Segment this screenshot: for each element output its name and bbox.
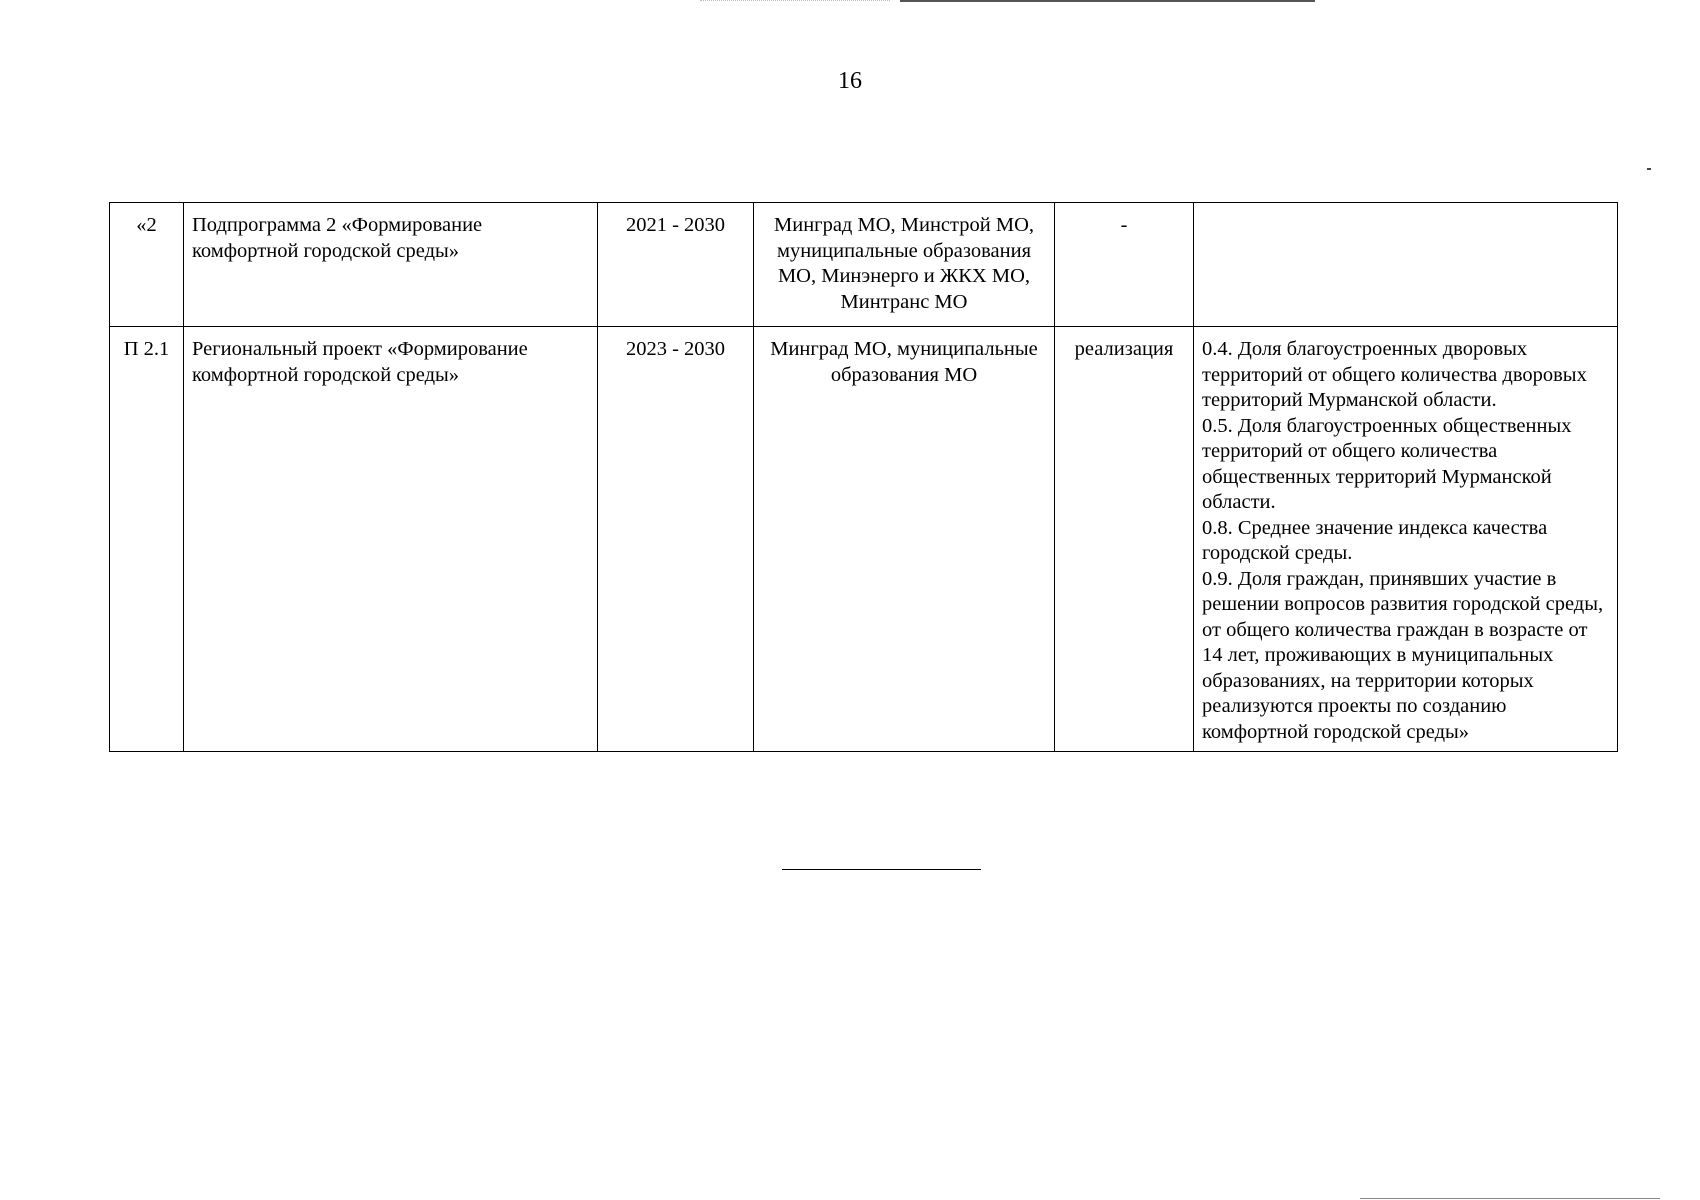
table-row-project: [110, 327, 1618, 752]
scan-side-mark: [1647, 168, 1651, 170]
row-title: Региональный проект «Формирование комфортной городской среды»: [184, 327, 598, 752]
row-years: 2021 - 2030: [598, 203, 754, 327]
row-executors: Минград МО, муниципальные образования МО: [754, 327, 1055, 752]
table-row-subprogram: [110, 203, 1618, 327]
row-title: Подпрограмма 2 «Формирование комфортной городской среды»: [184, 203, 598, 327]
indicator-item: 0.4. Доля благоустроенных дворовых территорий от общего количества дворовых территорий Мурманской области.: [1202, 338, 1587, 411]
row-number: «2: [110, 203, 184, 327]
indicator-item: 0.5. Доля благоустроенных общественных территорий от общего количества общественных территорий Мурманской области.: [1202, 414, 1572, 513]
row-indicators: [1194, 327, 1618, 752]
row-number: П 2.1: [110, 327, 184, 752]
row-status: -: [1055, 203, 1194, 327]
program-table: [109, 202, 1618, 752]
page-number: 16: [838, 68, 862, 94]
scan-bottom-mark: [1360, 1198, 1660, 1199]
row-indicators-empty: [1194, 203, 1618, 327]
end-of-section-rule: [782, 869, 981, 870]
row-status: реализация: [1055, 327, 1194, 752]
scan-top-mark: [900, 0, 1315, 2]
scan-top-mark-faint: [700, 0, 890, 1]
row-executors: Минград МО, Минстрой МО, муниципальные образования МО, Минэнерго и ЖКХ МО, Минтранс МО: [754, 203, 1055, 327]
indicator-item: 0.8. Среднее значение индекса качества городской среды.: [1202, 516, 1548, 564]
row-years: 2023 - 2030: [598, 327, 754, 752]
indicator-item: 0.9. Доля граждан, принявших участие в решении вопросов развития городской среды, от общего количества граждан в возрасте от 14 лет, проживающих в муниципальных образованиях, на территории которых реализуются проекты по созданию комфортной городской среды»: [1202, 567, 1604, 743]
